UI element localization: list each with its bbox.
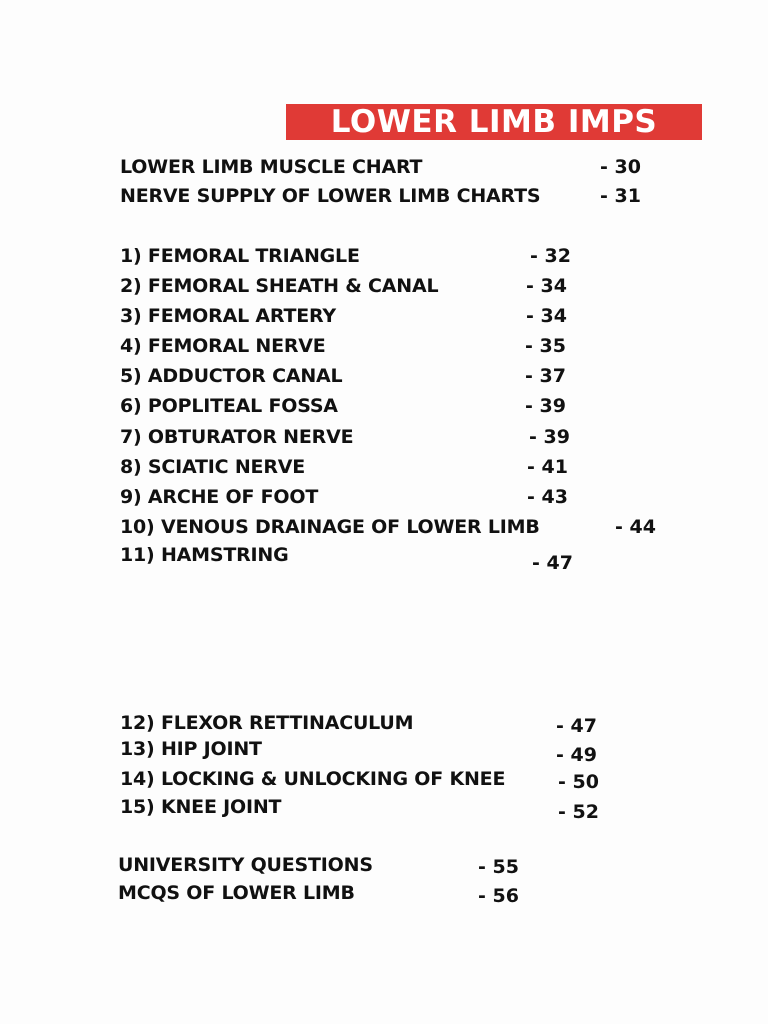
- item-page-number: - 34: [526, 275, 567, 297]
- item-page-number: - 34: [526, 305, 567, 327]
- item-label: 7) OBTURATOR NERVE: [120, 426, 354, 448]
- item-label: 15) KNEE JOINT: [120, 796, 282, 818]
- item-page-number: - 56: [478, 885, 519, 907]
- item-page-number: - 35: [525, 335, 566, 357]
- item-label: UNIVERSITY QUESTIONS: [118, 854, 373, 876]
- item-page-number: - 47: [532, 552, 573, 574]
- item-page-number: - 32: [530, 245, 571, 267]
- item-page-number: - 37: [525, 365, 566, 387]
- item-page-number: - 30: [600, 156, 641, 178]
- item-page-number: - 43: [527, 486, 568, 508]
- item-label: 4) FEMORAL NERVE: [120, 335, 326, 357]
- item-label: 5) ADDUCTOR CANAL: [120, 365, 343, 387]
- item-page-number: - 49: [556, 744, 597, 766]
- item-label: 11) HAMSTRING: [120, 544, 289, 566]
- item-label: 2) FEMORAL SHEATH & CANAL: [120, 275, 439, 297]
- item-label: 6) POPLITEAL FOSSA: [120, 395, 338, 417]
- item-page-number: - 55: [478, 856, 519, 878]
- item-label: LOWER LIMB MUSCLE CHART: [120, 156, 423, 178]
- item-page-number: - 47: [556, 715, 597, 737]
- item-page-number: - 44: [615, 516, 656, 538]
- item-label: 3) FEMORAL ARTERY: [120, 305, 336, 327]
- item-label: 9) ARCHE OF FOOT: [120, 486, 319, 508]
- item-label: 13) HIP JOINT: [120, 738, 262, 760]
- item-page-number: - 31: [600, 185, 641, 207]
- item-label: 10) VENOUS DRAINAGE OF LOWER LIMB: [120, 516, 540, 538]
- item-page-number: - 41: [527, 456, 568, 478]
- item-label: MCQS OF LOWER LIMB: [118, 882, 355, 904]
- item-label: 12) FLEXOR RETTINACULUM: [120, 712, 414, 734]
- item-label: 1) FEMORAL TRIANGLE: [120, 245, 360, 267]
- item-page-number: - 52: [558, 801, 599, 823]
- item-page-number: - 39: [525, 395, 566, 417]
- item-label: 14) LOCKING & UNLOCKING OF KNEE: [120, 768, 506, 790]
- item-label: NERVE SUPPLY OF LOWER LIMB CHARTS: [120, 185, 541, 207]
- page-title: LOWER LIMB IMPS: [286, 104, 702, 140]
- item-page-number: - 50: [558, 771, 599, 793]
- item-label: 8) SCIATIC NERVE: [120, 456, 306, 478]
- item-page-number: - 39: [529, 426, 570, 448]
